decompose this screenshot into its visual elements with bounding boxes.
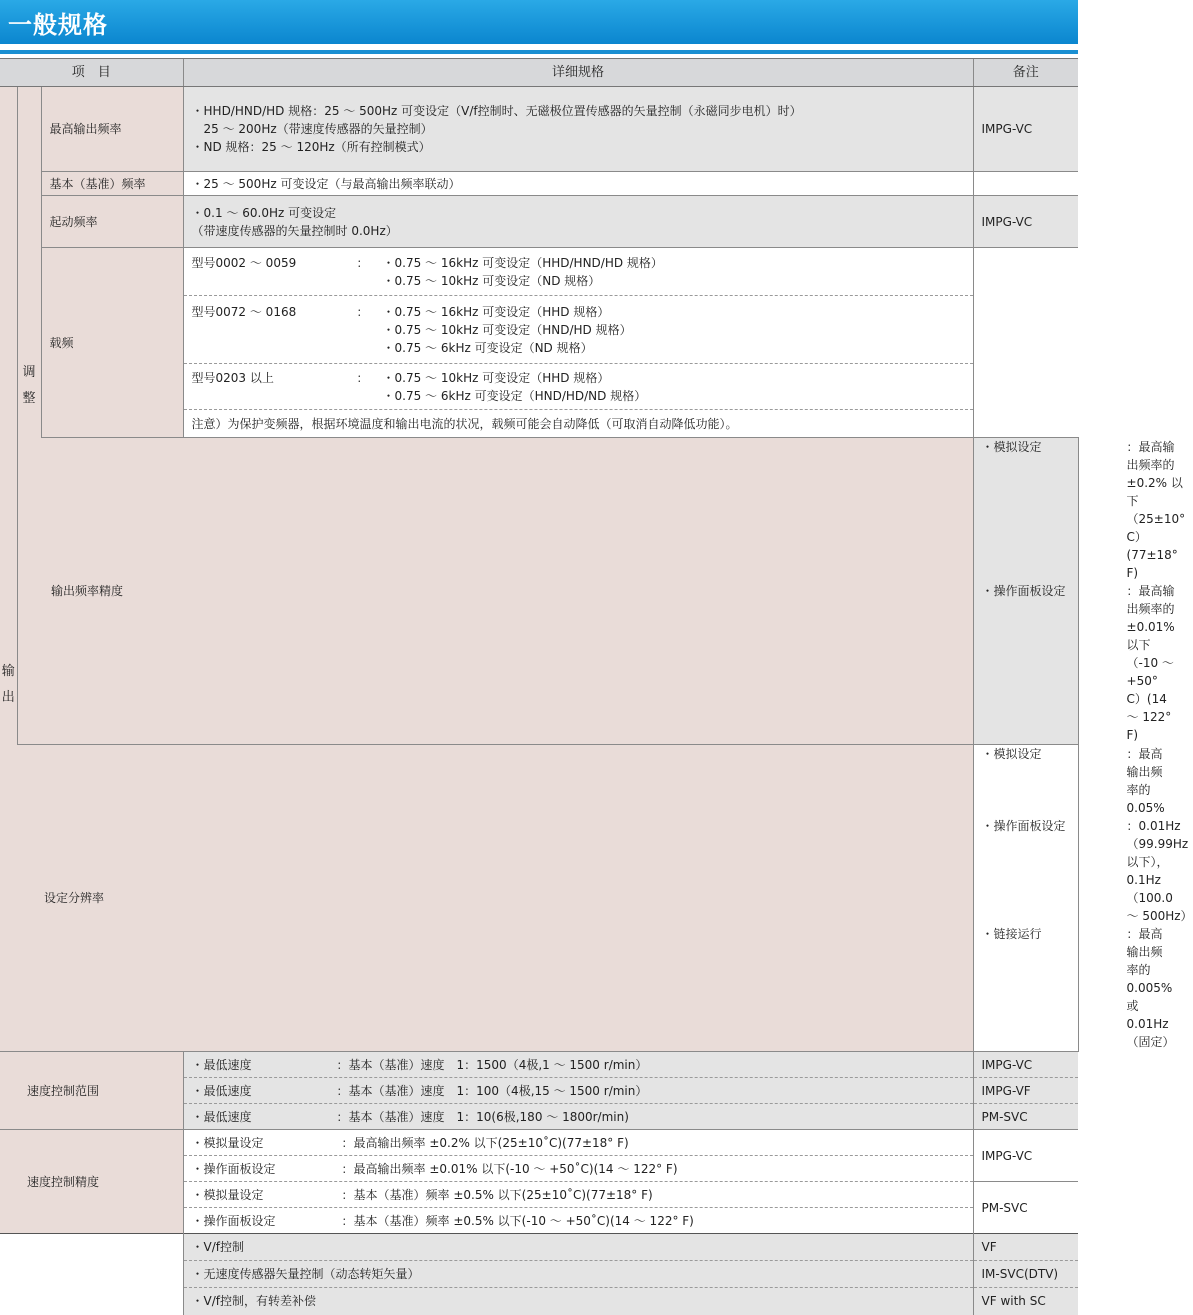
group-adjust [17, 87, 41, 745]
remark-control: VF with SC [973, 1288, 1078, 1315]
group-output-label: 输出 [1, 664, 15, 705]
spec-value: ：最高输出频率的 ±0.2% 以下（25±10° C）(77±18° F) [1126, 440, 1186, 580]
detail-speed-range [183, 1104, 973, 1130]
detail-base-freq: ・25 ～ 500Hz 可变设定（与最高输出频率联动） [183, 172, 973, 196]
group-output [0, 87, 17, 1052]
remark-speed-range: IMPG-VC [973, 1052, 1078, 1078]
carrier-line: ・0.75 ～ 6kHz 可变设定（HND/HD/ND 规格） [382, 388, 647, 403]
detail-speed-range [183, 1078, 973, 1104]
carrier-group-3 [183, 364, 973, 410]
spec-key: ・最低速度 [191, 1109, 252, 1124]
row-speed-range-1 [0, 1052, 1078, 1078]
row-carrier-1 [0, 248, 1078, 296]
row-max-freq [0, 87, 1078, 172]
spec-key: ・链接运行 [981, 927, 1042, 941]
carrier-model: 型号0203 以上 [191, 370, 274, 385]
spec-key: ・模拟设定 [981, 440, 1042, 454]
remark-speed-range: PM-SVC [973, 1104, 1078, 1130]
detail-speed-range [183, 1052, 973, 1078]
label-control [0, 1234, 183, 1315]
table-header [0, 59, 1078, 87]
label-speed-range: 速度控制范围 [0, 1052, 183, 1130]
row-base-freq [0, 172, 1078, 196]
carrier-line: ・0.75 ～ 16kHz 可变设定（HHD/HND/HD 规格） [382, 255, 663, 270]
row-start-freq [0, 196, 1078, 248]
carrier-line: ・0.75 ～ 6kHz 可变设定（ND 规格） [382, 340, 593, 355]
spec-value: ：基本（基准）频率 ±0.5% 以下(25±10˚C)(77±18° F) [341, 1187, 653, 1202]
detail-line: （带速度传感器的矢量控制时 0.0Hz） [191, 223, 398, 238]
detail-line: ・HHD/HND/HD 规格：25 ～ 500Hz 可变设定（V/f控制时、无磁极位置传感器的矢量控制（永磁同步电机）时） [191, 104, 802, 118]
remark-max-freq: IMPG-VC [973, 87, 1078, 172]
detail-speed-accuracy [183, 1182, 973, 1208]
carrier-note: 注意）为保护变频器，根据环境温度和输出电流的状况，载频可能会自动降低（可取消自动降低功能）。 [183, 410, 973, 438]
detail-line: ・ND 规格：25 ～ 120Hz（所有控制模式） [191, 140, 431, 154]
title-banner [0, 0, 1078, 44]
page-title: 一般规格 [8, 11, 108, 39]
spec-value: ：最高输出频率的 0.005% 或 0.01Hz（固定） [1126, 927, 1175, 1049]
spec-key: ・最低速度 [191, 1083, 252, 1098]
spec-value: ：基本（基准）速度 1：100（4极,15 ～ 1500 r/min） [336, 1083, 648, 1098]
spec-key: ・操作面板设定 [191, 1161, 276, 1176]
carrier-line: ・0.75 ～ 10kHz 可变设定（ND 规格） [382, 273, 601, 288]
title-rule [0, 50, 1078, 54]
row-control-1 [0, 1234, 1078, 1261]
detail-control: ・V/f控制，有转差补偿 [183, 1288, 973, 1315]
remark-control: VF [973, 1234, 1078, 1261]
spec-table [0, 58, 1193, 1315]
carrier-sep: ： [356, 255, 369, 270]
detail-start-freq [183, 196, 973, 248]
spec-value: ：基本（基准）速度 1：1500（4极,1 ～ 1500 r/min） [336, 1057, 648, 1072]
spec-key: ・操作面板设定 [191, 1213, 276, 1228]
detail-control: ・无速度传感器矢量控制（动态转矩矢量） [183, 1261, 973, 1288]
carrier-model: 型号0072 ～ 0168 [191, 304, 297, 319]
remark-speed-accuracy: PM-SVC [973, 1182, 1078, 1234]
spec-key: ・最低速度 [191, 1057, 252, 1072]
remark-carrier [973, 248, 1078, 438]
header-item: 项 目 [0, 59, 183, 87]
detail-speed-accuracy [183, 1208, 973, 1234]
remark-speed-accuracy: IMPG-VC [973, 1130, 1078, 1182]
spec-value: ：基本（基准）频率 ±0.5% 以下(-10 ～ +50˚C)(14 ～ 122° F) [341, 1213, 694, 1228]
label-speed-accuracy: 速度控制精度 [0, 1130, 183, 1234]
spec-key: ・模拟设定 [981, 747, 1042, 761]
header-remark: 备注 [973, 59, 1078, 87]
spec-value: ：最高输出频率的 0.05% [1126, 747, 1165, 815]
label-carrier: 载频 [41, 248, 183, 438]
remark-start-freq: IMPG-VC [973, 196, 1078, 248]
detail-line: ・0.1 ～ 60.0Hz 可变设定 [191, 205, 337, 220]
label-max-freq: 最高输出频率 [41, 87, 183, 172]
detail-speed-accuracy [183, 1130, 973, 1156]
carrier-group-1 [183, 248, 973, 296]
detail-accuracy [973, 438, 1186, 745]
detail-resolution [973, 745, 1193, 1052]
spec-value: ：最高输出频率 ±0.2% 以下(25±10˚C)(77±18° F) [341, 1135, 629, 1150]
carrier-sep: ： [356, 370, 369, 385]
detail-line: 25 ～ 200Hz（带速度传感器的矢量控制） [191, 122, 433, 136]
detail-max-freq [183, 87, 973, 172]
spec-value: ：最高输出频率的 ±0.01% 以下（-10 ～ +50° C）(14 ～ 122° F) [1126, 584, 1175, 742]
row-resolution [0, 745, 1078, 1052]
remark-control: IM-SVC(DTV) [973, 1261, 1078, 1288]
header-detail: 详细规格 [183, 59, 973, 87]
spec-key: ・模拟量设定 [191, 1187, 264, 1202]
spec-value: ：最高输出频率 ±0.01% 以下(-10 ～ +50˚C)(14 ～ 122° F) [341, 1161, 678, 1176]
carrier-sep: ： [356, 304, 369, 319]
row-speed-acc-1 [0, 1130, 1078, 1156]
label-start-freq: 起动频率 [41, 196, 183, 248]
spec-key: ・操作面板设定 [981, 819, 1066, 833]
carrier-line: ・0.75 ～ 10kHz 可变设定（HHD 规格） [382, 370, 610, 385]
spec-value: ：0.01Hz（99.99Hz 以下），0.1Hz（100.0 ～ 500Hz） [1126, 819, 1193, 923]
label-resolution: 设定分辨率 [17, 745, 973, 1052]
detail-speed-accuracy [183, 1156, 973, 1182]
spec-key: ・模拟量设定 [191, 1135, 264, 1150]
label-accuracy: 输出频率精度 [41, 438, 973, 745]
detail-control: ・V/f控制 [183, 1234, 973, 1261]
spec-key: ・操作面板设定 [981, 584, 1066, 598]
carrier-group-2 [183, 296, 973, 364]
spec-value: ：基本（基准）速度 1：10(6极,180 ～ 1800r/min) [336, 1109, 629, 1124]
carrier-line: ・0.75 ～ 10kHz 可变设定（HND/HD 规格） [382, 322, 632, 337]
remark-base-freq [973, 172, 1078, 196]
label-base-freq: 基本（基准）频率 [41, 172, 183, 196]
remark-speed-range: IMPG-VF [973, 1078, 1078, 1104]
carrier-model: 型号0002 ～ 0059 [191, 255, 297, 270]
row-accuracy [0, 438, 1078, 745]
group-adjust-label: 调整 [22, 364, 36, 406]
carrier-line: ・0.75 ～ 16kHz 可变设定（HHD 规格） [382, 304, 610, 319]
